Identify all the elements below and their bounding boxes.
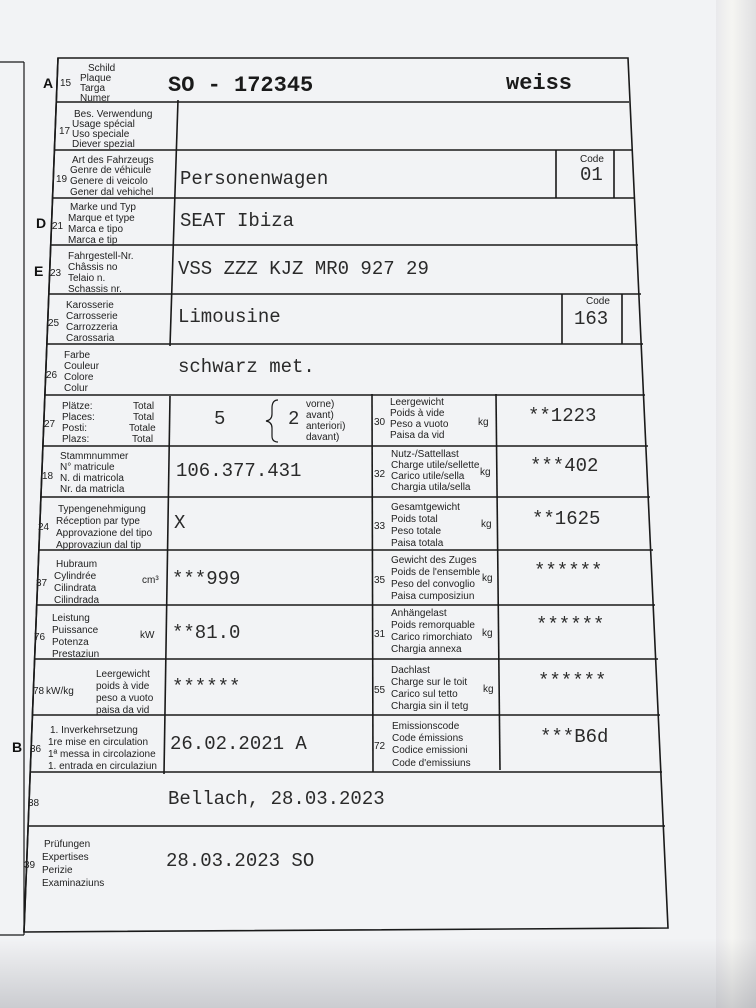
field-label-fr: 1re mise en circulation: [48, 737, 149, 748]
total-label: Total: [132, 434, 154, 445]
field-label-it: Peso totale: [391, 526, 442, 537]
field-label-fr: Réception par type: [56, 516, 140, 527]
field-label-fr: Expertises: [42, 852, 89, 863]
place-date-value: Bellach, 28.03.2023: [168, 788, 385, 810]
seats-total-value: 5: [214, 408, 226, 430]
field-number: 72: [374, 741, 386, 752]
field-label-it: Peso del convoglio: [391, 579, 475, 590]
unit-label: cm³: [142, 575, 159, 586]
row-32-payload: [374, 449, 598, 493]
field-label-it: Perizie: [42, 865, 73, 876]
field-number: 19: [56, 174, 68, 185]
unit-label: kg: [480, 467, 491, 478]
field-label-rm: Colur: [64, 383, 88, 394]
field-label-it: Codice emissioni: [392, 745, 468, 756]
make-type-value: SEAT Ibiza: [180, 210, 295, 232]
field-label-rm: Paisa cumposiziun: [391, 591, 475, 602]
field-label-de: Emissionscode: [392, 721, 460, 732]
field-label-fr: poids à vide: [96, 681, 150, 692]
row-76-power: [34, 613, 240, 660]
field-label-fr: Poids à vide: [390, 408, 445, 419]
field-number: 15: [60, 78, 72, 89]
field-label-de: Stammnummer: [60, 451, 129, 462]
field-label-rm: Cilindrada: [54, 595, 100, 606]
field-label-it: Carico rimorchiato: [391, 632, 473, 643]
field-label-fr: Places:: [62, 412, 95, 423]
field-number: 32: [374, 469, 386, 480]
front-label: anteriori): [306, 421, 346, 432]
field-number: 35: [374, 575, 386, 586]
code-label: Code: [586, 296, 610, 307]
field-number: 39: [24, 860, 36, 871]
field-label-rm: Schassis nr.: [68, 284, 122, 295]
unit-label: kg: [483, 684, 494, 695]
body-type-value: Limousine: [178, 306, 281, 328]
field-label-de: Art des Fahrzeugs: [72, 155, 154, 166]
field-number: 23: [50, 268, 62, 279]
first-registration-value: 26.02.2021 A: [170, 733, 307, 755]
field-label-it: Carico sul tetto: [391, 689, 458, 700]
field-label-de: Farbe: [64, 350, 91, 361]
field-number: 55: [374, 685, 386, 696]
body-type-code: 163: [574, 308, 609, 330]
field-label-de: Anhängelast: [391, 608, 447, 619]
field-label-fr: Poids remorquable: [391, 620, 475, 631]
field-number: 17: [59, 126, 71, 137]
total-weight-value: **1625: [532, 508, 601, 530]
field-label-de: Schild: [88, 63, 116, 74]
field-label-fr: Poids total: [391, 514, 438, 525]
row-23-chassis: [34, 251, 429, 295]
empty-weight-value: **1223: [528, 405, 597, 427]
field-label-it: Posti:: [62, 423, 88, 434]
field-number: 33: [374, 521, 386, 532]
code-label: Code: [580, 154, 604, 165]
field-label-it: Genere di veicolo: [70, 176, 148, 187]
field-number: 27: [44, 419, 56, 430]
field-label-it: Carrozzeria: [66, 322, 118, 333]
field-label-rm: Examinaziuns: [42, 878, 105, 889]
field-label-rm: Chargia annexa: [391, 644, 462, 655]
field-label-fr: Charge utile/sellette: [391, 460, 480, 471]
field-label-de: Karosserie: [66, 300, 114, 311]
field-label-it: peso a vuoto: [96, 693, 154, 704]
unit-label: kW/kg: [46, 686, 74, 697]
field-label-it: Approvazione del tipo: [56, 528, 153, 539]
row-55-roof-load: [374, 665, 606, 712]
row-27-seats: [44, 399, 345, 445]
row-21-make-type: [36, 202, 294, 246]
field-label-rm: Approvaziun dal tip: [56, 540, 142, 551]
row-35-train-weight: [374, 555, 602, 602]
power-weight-value: ******: [172, 676, 241, 698]
seats-front-value: 2: [288, 408, 300, 430]
field-label-de: Fahrgestell-Nr.: [68, 251, 134, 262]
inspections-value: 28.03.2023 SO: [166, 850, 315, 872]
field-label-fr: Châssis no: [68, 262, 118, 273]
towing-weight-value: ******: [536, 614, 605, 636]
field-number: 76: [34, 632, 46, 643]
field-number: 38: [28, 798, 40, 809]
field-number: 78: [33, 686, 45, 697]
roof-load-value: ******: [538, 670, 607, 692]
displacement-value: ***999: [172, 568, 241, 590]
field-label-fr: Usage spécial: [72, 119, 135, 130]
row-31-towing-weight: [374, 608, 604, 655]
field-label-de: Leergewicht: [390, 397, 444, 408]
field-number: 36: [30, 744, 42, 755]
row-37-displacement: [36, 559, 240, 606]
field-label-rm: Diever spezial: [72, 139, 135, 150]
unit-label: kg: [478, 417, 489, 428]
row-39-inspections: [24, 839, 314, 889]
field-label-de: Gesamtgewicht: [391, 502, 460, 513]
field-label-rm: 1. entrada en circulaziun: [48, 761, 157, 772]
section-letter-b: B: [12, 739, 23, 755]
section-letter-a: A: [43, 75, 54, 91]
field-label-rm: Gener dal vehichel: [70, 187, 154, 198]
row-33-total-weight: [374, 502, 600, 549]
row-36-first-registration: [12, 725, 307, 772]
field-label-rm: Code d'emissiuns: [392, 758, 471, 769]
field-label-it: Colore: [64, 372, 94, 383]
color-value: schwarz met.: [178, 356, 315, 378]
field-label-fr: Genre de véhicule: [70, 165, 152, 176]
field-label-fr: Puissance: [52, 625, 99, 636]
field-label-rm: Numer: [80, 93, 111, 104]
field-number: 24: [38, 522, 50, 533]
field-label-fr: Couleur: [64, 361, 100, 372]
field-label-rm: Chargia utila/sella: [391, 482, 471, 493]
unit-label: kW: [140, 630, 155, 641]
chassis-number-value: VSS ZZZ KJZ MR0 927 29: [178, 258, 429, 280]
row-18-master-number: [42, 451, 301, 495]
field-label-it: Targa: [80, 83, 106, 94]
field-label-it: Uso speciale: [72, 129, 130, 140]
front-label: vorne): [306, 399, 335, 410]
field-label-de: Dachlast: [391, 665, 430, 676]
emission-code-value: ***B6d: [540, 726, 609, 748]
field-number: 30: [374, 417, 386, 428]
field-label-rm: Carossaria: [66, 333, 115, 344]
field-label-de: Leistung: [52, 613, 90, 624]
total-label: Total: [133, 412, 155, 423]
field-label-de: Prüfungen: [44, 839, 91, 850]
row-15-plate: [43, 63, 572, 104]
train-weight-value: ******: [534, 560, 603, 582]
unit-label: kg: [481, 519, 492, 530]
row-72-emission-code: [374, 721, 608, 769]
field-label-fr: N° matricule: [60, 462, 115, 473]
field-label-fr: Plaque: [80, 73, 112, 84]
field-label-fr: Cylindrée: [54, 571, 97, 582]
field-number: 26: [46, 370, 58, 381]
field-number: 18: [42, 471, 54, 482]
field-label-it: N. di matricola: [60, 473, 124, 484]
field-label-de: Bes. Verwendung: [74, 109, 153, 120]
field-label-de: Hubraum: [56, 559, 98, 570]
front-label: davant): [306, 432, 340, 443]
field-label-fr: Poids de l'ensemble: [391, 567, 481, 578]
field-label-de: Leergewicht: [96, 669, 150, 680]
section-letter-d: D: [36, 215, 47, 231]
field-label-it: Marca e tipo: [68, 224, 124, 235]
row-38-place-date: [28, 788, 385, 810]
field-label-it: Peso a vuoto: [390, 419, 449, 430]
vehicle-kind-code: 01: [580, 164, 603, 186]
field-label-de: Nutz-/Sattellast: [391, 449, 459, 460]
section-letter-e: E: [34, 263, 44, 279]
field-label-rm: Chargia sin il tetg: [391, 701, 469, 712]
field-label-rm: paisa da vid: [96, 705, 150, 716]
payload-value: ***402: [530, 455, 599, 477]
row-78-power-weight: [33, 669, 240, 716]
field-label-rm: Nr. da matricla: [60, 484, 125, 495]
row-17-special-use: [59, 109, 152, 150]
field-label-de: Typengenehmigung: [58, 504, 146, 515]
row-24-type-approval: [38, 504, 186, 551]
field-number: 21: [52, 221, 64, 232]
field-label-de: Gewicht des Zuges: [391, 555, 477, 566]
field-label-fr: Charge sur le toit: [391, 677, 468, 688]
field-label-rm: Paisa da vid: [390, 430, 445, 441]
row-26-color: [46, 350, 315, 394]
row-25-body: [48, 296, 610, 344]
field-label-de: Marke und Typ: [70, 202, 136, 213]
field-label-it: Potenza: [52, 637, 89, 648]
front-label: avant): [306, 410, 334, 421]
plate-number: SO - 172345: [168, 73, 314, 98]
power-value: **81.0: [172, 622, 241, 644]
field-label-rm: Marca e tip: [68, 235, 118, 246]
field-number: 37: [36, 578, 48, 589]
field-label-it: Carico utile/sella: [391, 471, 465, 482]
unit-label: kg: [482, 573, 493, 584]
row-19-vehicle-kind: [56, 154, 604, 198]
master-number-value: 106.377.431: [176, 460, 302, 482]
field-label-rm: Plazs:: [62, 434, 90, 445]
plate-color: weiss: [506, 71, 573, 96]
field-number: 25: [48, 318, 60, 329]
type-approval-value: X: [174, 512, 186, 534]
field-label-de: 1. Inverkehrsetzung: [50, 725, 138, 736]
vehicle-kind-value: Personenwagen: [180, 168, 329, 190]
row-30-empty-weight: [374, 397, 596, 441]
field-label-rm: Prestaziun: [52, 649, 100, 660]
field-label-it: 1ª messa in circolazione: [48, 749, 156, 760]
total-label: Total: [133, 401, 155, 412]
field-label-fr: Carrosserie: [66, 311, 118, 322]
field-label-it: Cilindrata: [54, 583, 97, 594]
unit-label: kg: [482, 628, 493, 639]
field-label-fr: Marque et type: [68, 213, 135, 224]
field-number: 31: [374, 629, 386, 640]
field-label-it: Telaio n.: [68, 273, 106, 284]
total-label: Totale: [129, 423, 156, 434]
field-label-fr: Code émissions: [392, 733, 464, 744]
field-label-rm: Paisa totala: [391, 538, 444, 549]
field-label-de: Plätze:: [62, 401, 93, 412]
